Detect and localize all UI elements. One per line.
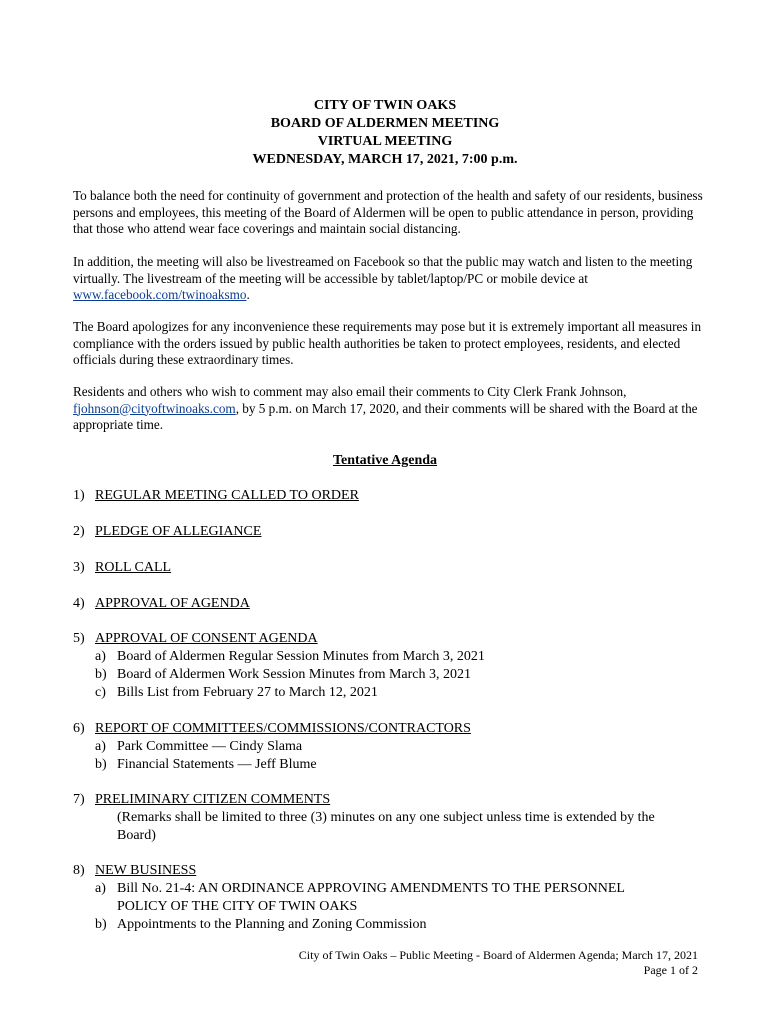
agenda-item-number: 7) [73, 792, 85, 807]
intro-paragraph-3: The Board apologizes for any inconvenience these requirements may pose but it is extremely important all measures in compliance with the orders issued by public health authorities be taken to protect employees, residents, and elected officials during these extraordinary times. [73, 319, 702, 367]
page-footer [198, 948, 698, 978]
agenda-subitem-letter: b) [95, 757, 107, 772]
intro-paragraph-2-text: In addition, the meeting will also be livestreamed on Facebook so that the public may watch and listen to the meeting virtually. The livestream of the meeting will be accessible by tablet/laptop/PC or mobile device at [73, 254, 693, 286]
header-date: WEDNESDAY, MARCH 17, 2021, 7:00 p.m. [252, 152, 518, 167]
agenda-subitem-letter: a) [95, 739, 106, 754]
agenda-item [73, 720, 693, 738]
agenda-subitem [95, 738, 695, 756]
agenda-subitem [95, 880, 675, 916]
intro-paragraph-4-end: , by 5 p.m. on March 17, 2020, and their comments will be shared with the Board at the appropriate time. [73, 400, 698, 432]
agenda-item [73, 595, 693, 613]
agenda-subitem-text: Appointments to the Planning and Zoning Commission [117, 917, 427, 932]
intro-paragraph-1: To balance both the need for continuity of government and protection of the health and safety of our residents, business persons and employees, this meeting of the Board of Aldermen will be open to public attendance in person, providing that those who attend wear face coverings and maintain social distancing. [73, 188, 703, 236]
header-virtual: VIRTUAL MEETING [317, 134, 453, 149]
agenda-subitem-text: Board of Aldermen Work Session Minutes from March 3, 2021 [117, 667, 472, 682]
agenda-item-title: REPORT OF COMMITTEES/COMMISSIONS/CONTRACTORS [95, 721, 471, 736]
agenda-item-number: 2) [73, 524, 85, 539]
agenda-subitem-letter: a) [95, 649, 106, 664]
agenda-subitem-text: Financial Statements — Jeff Blume [117, 757, 317, 772]
agenda-subitem [95, 684, 695, 702]
agenda-item-number: 8) [73, 863, 85, 878]
intro-paragraph-4 [73, 384, 713, 434]
header-city: CITY OF TWIN OAKS [313, 98, 457, 113]
agenda-item [73, 630, 693, 648]
agenda-item-number: 4) [73, 596, 85, 611]
agenda-item-title: REGULAR MEETING CALLED TO ORDER [95, 488, 359, 503]
agenda-item-title: PLEDGE OF ALLEGIANCE [95, 524, 262, 539]
intro-paragraph-2 [73, 254, 713, 304]
clerk-email-link[interactable]: fjohnson@cityoftwinoaks.com [73, 400, 236, 416]
agenda-item-title: NEW BUSINESS [95, 863, 197, 878]
footer-page-number: Page 1 of 2 [643, 963, 698, 977]
agenda-item-title: APPROVAL OF CONSENT AGENDA [95, 631, 318, 646]
agenda-subitem-letter: c) [95, 685, 106, 700]
agenda-subitem [95, 756, 695, 774]
intro-paragraph-4-text: Residents and others who wish to comment may also email their comments to City Clerk Frank Johnson, [73, 384, 627, 399]
agenda-subitem-text: Park Committee — Cindy Slama [117, 739, 303, 754]
agenda-subitem-letter: b) [95, 667, 107, 682]
agenda-item-title: ROLL CALL [95, 560, 172, 575]
agenda-item [73, 523, 693, 541]
footer-title: City of Twin Oaks – Public Meeting - Board of Aldermen Agenda; March 17, 2021 [298, 948, 698, 962]
header-board: BOARD OF ALDERMEN MEETING [270, 116, 500, 131]
agenda-item-title: PRELIMINARY CITIZEN COMMENTS [95, 792, 331, 807]
agenda-item [73, 559, 693, 577]
agenda-subitem [95, 916, 695, 934]
agenda-item [73, 791, 693, 809]
agenda-title: Tentative Agenda [332, 453, 438, 468]
agenda-item-number: 5) [73, 631, 85, 646]
agenda-subitem-text: Bill No. 21-4: AN ORDINANCE APPROVING AMENDMENTS TO THE PERSONNEL POLICY OF THE CITY OF TWIN OAKS [117, 881, 625, 914]
agenda-item-number: 6) [73, 721, 85, 736]
agenda-subitem-text: Bills List from February 27 to March 12, 2021 [117, 685, 378, 700]
agenda-item-note: (Remarks shall be limited to three (3) minutes on any one subject unless time is extended by the Board) [117, 810, 655, 843]
agenda-item-title: APPROVAL OF AGENDA [95, 596, 250, 611]
agenda-item [73, 862, 693, 880]
agenda-item-number: 3) [73, 560, 85, 575]
meeting-header [0, 97, 770, 169]
intro-paragraph-2-end: . [246, 287, 250, 302]
agenda-subitem-letter: a) [95, 881, 106, 896]
agenda-subitem [95, 666, 695, 684]
agenda-subitem-text: Board of Aldermen Regular Session Minutes from March 3, 2021 [117, 649, 485, 664]
facebook-link[interactable]: www.facebook.com/twinoaksmo [73, 287, 247, 302]
agenda-subitem [95, 648, 695, 666]
agenda-item [73, 487, 693, 505]
agenda-item-number: 1) [73, 488, 85, 503]
agenda-subitem-letter: b) [95, 917, 107, 932]
